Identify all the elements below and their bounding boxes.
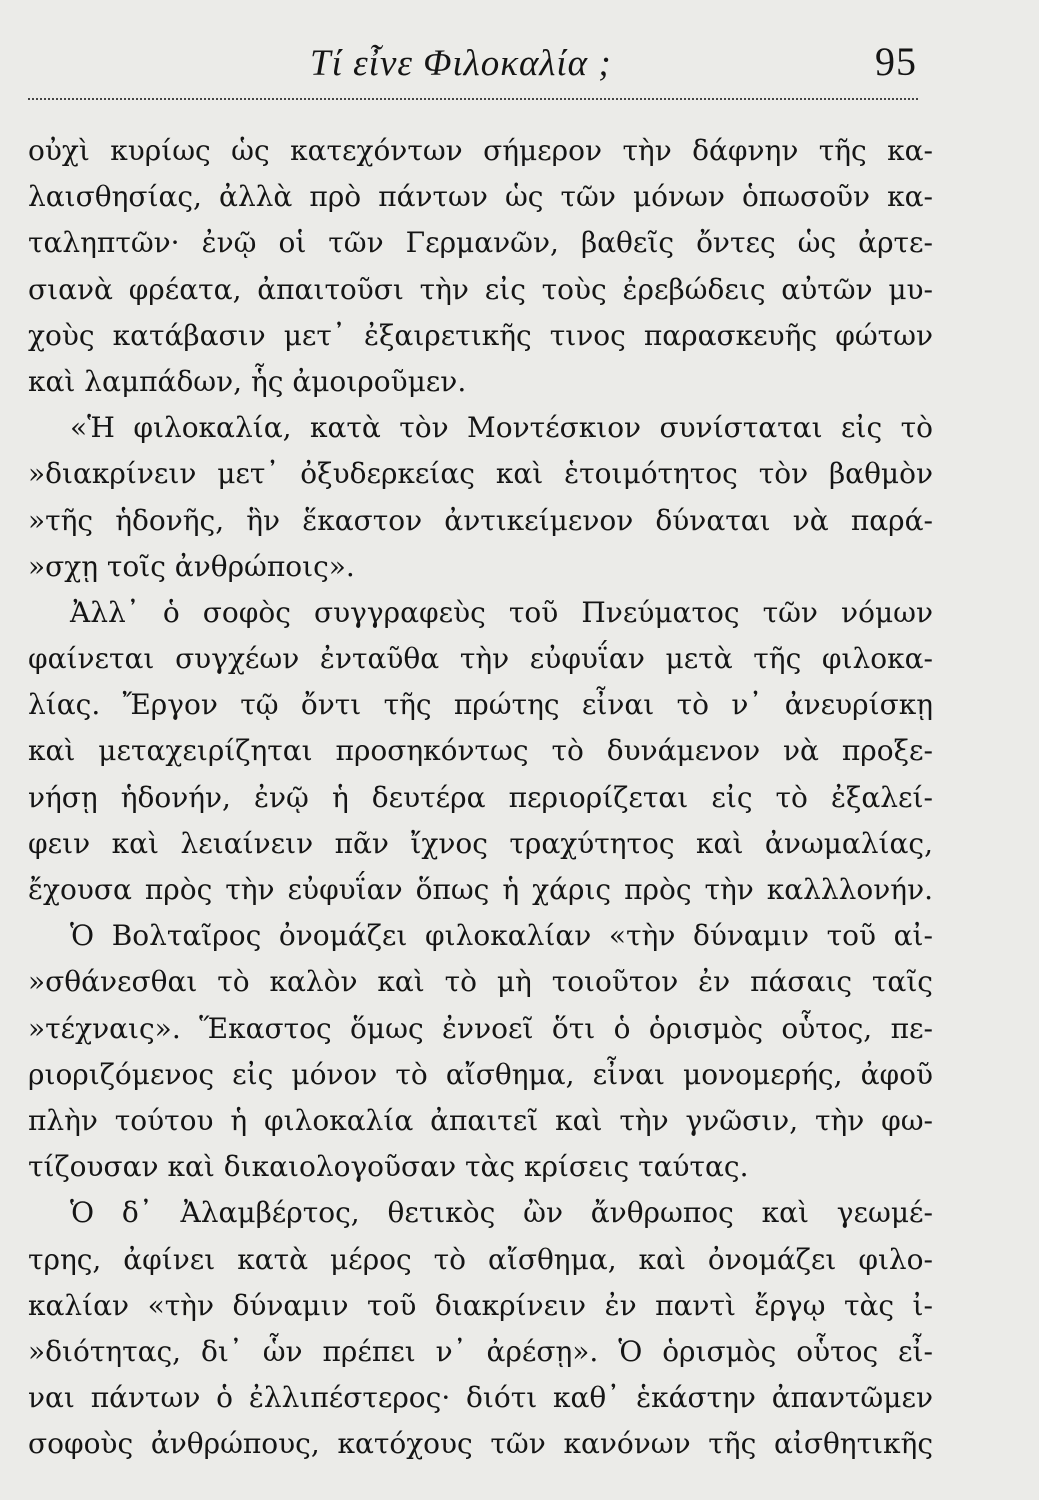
- text-line: »σχῃ τοῖς ἀνθρώποις».: [28, 549, 355, 583]
- text-line: »διακρίνειν μετ᾽ ὀξυδερκείας καὶ ἑτοιμότητος τὸν βαθμὸν: [28, 457, 933, 491]
- text-line: τρης, ἀφίνει κατὰ μέρος τὸ αἴσθημα, καὶ ὀνομάζει φιλο-: [28, 1242, 933, 1276]
- text-line: »τῆς ἡδονῆς, ἣν ἕκαστον ἀντικείμενον δύναται νὰ παρά-: [28, 503, 933, 537]
- text-line: νήσῃ ἡδονήν, ἐνῷ ἡ δευτέρα περιορίζεται εἰς τὸ ἐξαλεί-: [28, 780, 933, 814]
- text-line: Ἀλλ᾽ ὁ σοφὸς συγγραφεὺς τοῦ Πνεύματος τῶν νόμων: [70, 595, 933, 629]
- text-line: ταληπτῶν· ἐνῷ οἱ τῶν Γερμανῶν, βαθεῖς ὄντες ὡς ἀρτε-: [28, 226, 933, 260]
- text-line: ριοριζόμενος εἰς μόνον τὸ αἴσθημα, εἶναι μονομερής, ἀφοῦ: [28, 1057, 933, 1091]
- running-head: [0, 36, 1039, 96]
- text-line: ναι πάντων ὁ ἐλλιπέστερος· διότι καθ᾽ ἑκάστην ἀπαντῶμεν: [28, 1381, 933, 1415]
- text-line: «Ἡ φιλοκαλία, κατὰ τὸν Μοντέσκιον συνίσταται εἰς τὸ: [70, 411, 933, 445]
- header-divider: [28, 98, 918, 100]
- text-line: ἔχουσα πρὸς τὴν εὐφυΐαν ὅπως ἡ χάρις πρὸς τὴν καλλλονήν.: [28, 873, 933, 906]
- text-line: πλὴν τούτου ἡ φιλοκαλία ἀπαιτεῖ καὶ τὴν γνῶσιν, τὴν φω-: [28, 1103, 933, 1137]
- text-line: τίζουσαν καὶ δικαιολογοῦσαν τὰς κρίσεις ταύτας.: [28, 1150, 749, 1184]
- text-line: »σθάνεσθαι τὸ καλὸν καὶ τὸ μὴ τοιοῦτον ἐν πάσαις ταῖς: [28, 965, 933, 999]
- text-line: φαίνεται συγχέων ἐνταῦθα τὴν εὐφυΐαν μετὰ τῆς φιλοκα-: [28, 642, 933, 676]
- text-line: Ὁ δ᾽ Ἀλαμβέρτος, θετικὸς ὢν ἄνθρωπος καὶ γεωμέ-: [70, 1196, 933, 1230]
- text-line: λαισθησίας, ἀλλὰ πρὸ πάντων ὡς τῶν μόνων ὁπωσοῦν κα-: [28, 180, 933, 214]
- text-line: καὶ λαμπάδων, ἧς ἀμοιροῦμεν.: [28, 364, 467, 398]
- text-line: φειν καὶ λειαίνειν πᾶν ἴχνος τραχύτητος καὶ ἀνωμαλίας,: [28, 826, 933, 860]
- text-line: οὐχὶ κυρίως ὡς κατεχόντων σήμερον τὴν δάφνην τῆς κα-: [28, 134, 933, 167]
- text-line: καὶ μεταχειρίζηται προσηκόντως τὸ δυνάμενον νὰ προξε-: [28, 734, 933, 768]
- running-title: Τί εἶνε Φιλοκαλία ;: [310, 43, 612, 84]
- text-line: σοφοὺς ἀνθρώπους, κατόχους τῶν κανόνων τῆς αἰσθητικῆς: [28, 1427, 933, 1461]
- text-line: λίας. Ἔργον τῷ ὄντι τῆς πρώτης εἶναι τὸ ν᾽ ἀνευρίσκῃ: [28, 688, 933, 722]
- text-line: σιανὰ φρέατα, ἀπαιτοῦσι τὴν εἰς τοὺς ἐρεβώδεις αὐτῶν μυ-: [28, 272, 933, 306]
- text-line: »τέχναις». Ἕκαστος ὅμως ἐννοεῖ ὅτι ὁ ὁρισμὸς οὗτος, πε-: [28, 1011, 933, 1045]
- text-line: Ὁ Βολταῖρος ὀνομάζει φιλοκαλίαν «τὴν δύναμιν τοῦ αἰ-: [70, 919, 933, 953]
- text-line: καλίαν «τὴν δύναμιν τοῦ διακρίνειν ἐν παντὶ ἔργῳ τὰς ἰ-: [28, 1288, 933, 1322]
- text-line: χοὺς κατάβασιν μετ᾽ ἐξαιρετικῆς τινος παρασκευῆς φώτων: [28, 318, 933, 352]
- body-text: [28, 128, 933, 1467]
- page-number: 95: [875, 39, 917, 84]
- text-line: »διότητας, δι᾽ ὧν πρέπει ν᾽ ἀρέσῃ». Ὁ ὁρισμὸς οὗτος εἶ-: [28, 1334, 933, 1368]
